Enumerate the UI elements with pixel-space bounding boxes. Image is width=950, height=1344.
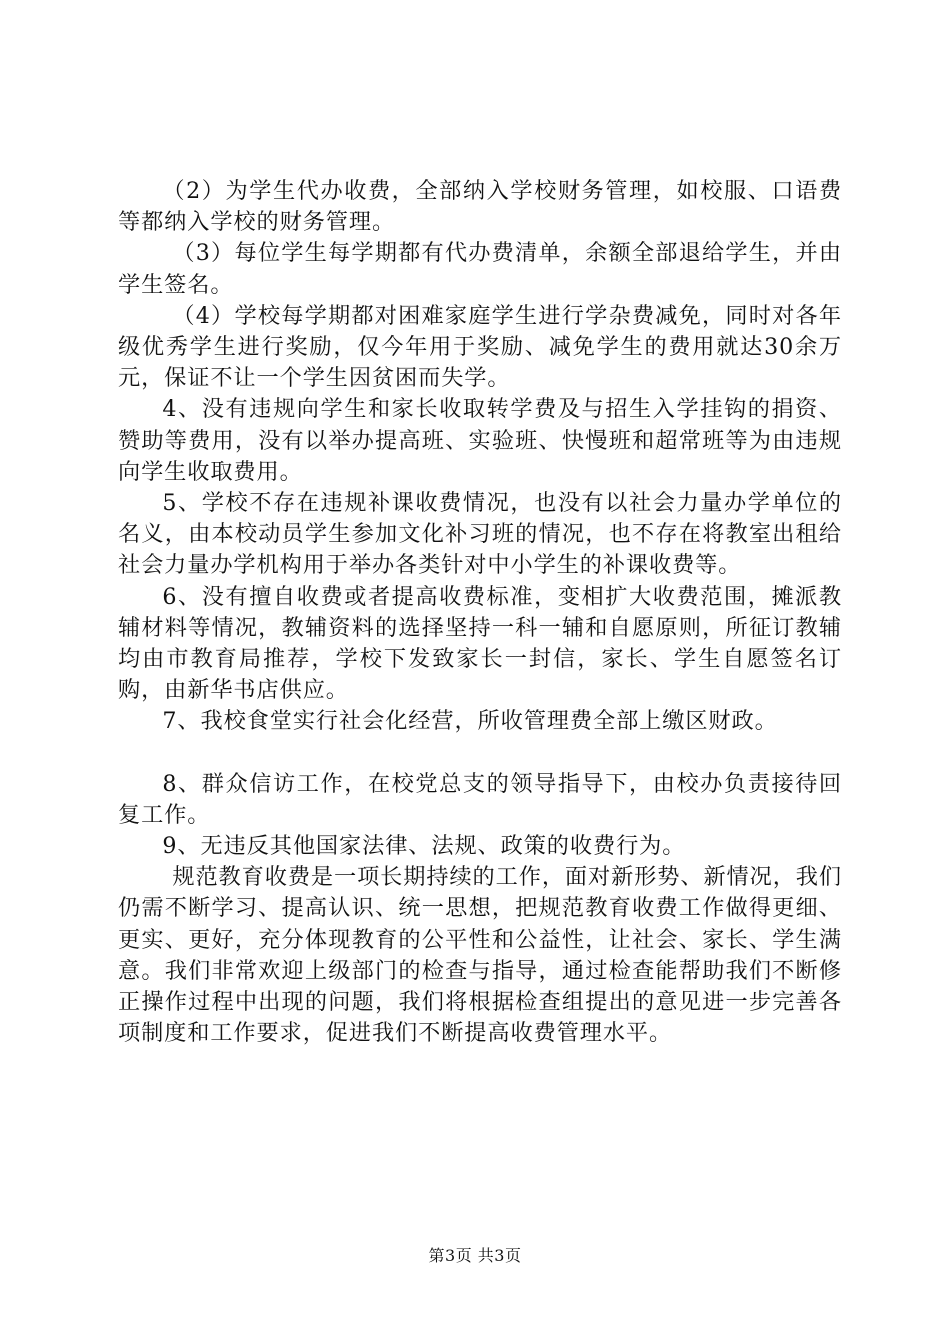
document-body — [118, 176, 842, 1049]
page-footer: 第3页 共3页 — [428, 1246, 522, 1265]
paragraph-item-4: （4）学校每学期都对困难家庭学生进行学杂费减免，同时对各年级优秀学生进行奖励，仅今年用于奖励、减免学生的费用就达30余万元，保证不让一个学生因贫困而失学。 — [118, 302, 842, 392]
paragraph-point-5: 5、学校不存在违规补课收费情况，也没有以社会力量办学单位的名义，由本校动员学生参加文化补习班的情况，也不存在将教室出租给社会力量办学机构用于举办各类针对中小学生的补课收费等。 — [118, 490, 842, 579]
paragraph-conclusion: 规范教育收费是一项长期持续的工作，面对新形势、新情况，我们仍需不断学习、提高认识、统一思想，把规范教育收费工作做得更细、更实、更好，充分体现教育的公平性和公益性，让社会、家长、学生满意。我们非常欢迎上级部门的检查与指导，通过检查能帮助我们不断修正操作过程中出现的问题，我们将根据检查组提出的意见进一步完善各项制度和工作要求，促进我们不断提高收费管理水平。 — [118, 864, 842, 1047]
paragraph-point-7: 7、我校食堂实行社会化经营，所收管理费全部上缴区财政。 — [162, 708, 778, 735]
paragraph-point-9: 9、无违反其他国家法律、法规、政策的收费行为。 — [162, 833, 686, 860]
paragraph-point-4: 4、没有违规向学生和家长收取转学费及与招生入学挂钩的捐资、赞助等费用，没有以举办提高班、实验班、快慢班和超常班等为由违规向学生收取费用。 — [118, 396, 842, 485]
paragraph-item-2: （2）为学生代办收费，全部纳入学校财务管理，如校服、口语费等都纳入学校的财务管理。 — [118, 178, 842, 236]
paragraph-item-3: （3）每位学生每学期都有代办费清单，余额全部退给学生，并由学生签名。 — [118, 240, 842, 298]
paragraph-point-6: 6、没有擅自收费或者提高收费标准，变相扩大收费范围，摊派教辅材料等情况，教辅资料的选择坚持一科一辅和自愿原则，所征订教辅均由市教育局推荐，学校下发致家长一封信，家长、学生自愿签名订购，由新华书店供应。 — [118, 583, 842, 704]
paragraph-point-8: 8、群众信访工作，在校党总支的领导指导下，由校办负责接待回复工作。 — [118, 770, 842, 828]
